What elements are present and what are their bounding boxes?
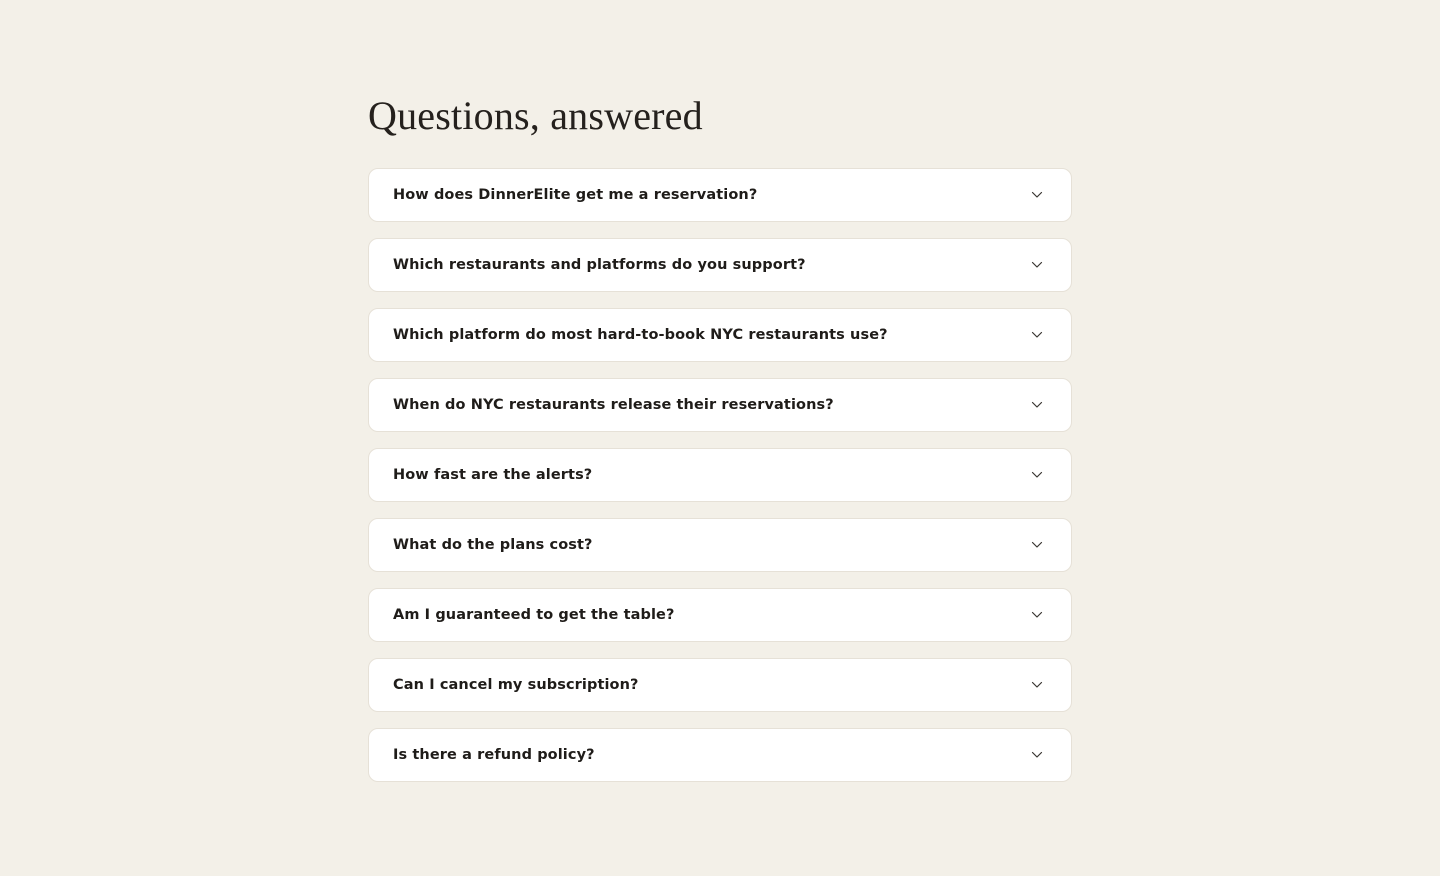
chevron-down-icon xyxy=(1029,677,1045,693)
chevron-down-icon xyxy=(1029,257,1045,273)
faq-item[interactable] xyxy=(368,448,1072,502)
chevron-down-icon xyxy=(1029,537,1045,553)
faq-question: When do NYC restaurants release their reservations? xyxy=(393,397,834,413)
faq-item[interactable] xyxy=(368,238,1072,292)
faq-question: Is there a refund policy? xyxy=(393,747,595,763)
faq-item[interactable] xyxy=(368,658,1072,712)
faq-item[interactable] xyxy=(368,518,1072,572)
faq-question: How fast are the alerts? xyxy=(393,467,593,483)
chevron-down-icon xyxy=(1029,747,1045,763)
faq-section xyxy=(368,92,1072,782)
faq-item[interactable] xyxy=(368,168,1072,222)
faq-item[interactable] xyxy=(368,588,1072,642)
faq-item[interactable] xyxy=(368,728,1072,782)
chevron-down-icon xyxy=(1029,327,1045,343)
chevron-down-icon xyxy=(1029,467,1045,483)
faq-question: Which platform do most hard-to-book NYC restaurants use? xyxy=(393,327,888,343)
faq-list xyxy=(368,168,1072,782)
faq-question: How does DinnerElite get me a reservation? xyxy=(393,187,758,203)
chevron-down-icon xyxy=(1029,187,1045,203)
faq-question: Am I guaranteed to get the table? xyxy=(393,607,675,623)
faq-question: Can I cancel my subscription? xyxy=(393,677,639,693)
faq-item[interactable] xyxy=(368,308,1072,362)
faq-title: Questions, answered xyxy=(368,93,703,138)
chevron-down-icon xyxy=(1029,607,1045,623)
chevron-down-icon xyxy=(1029,397,1045,413)
faq-question: Which restaurants and platforms do you support? xyxy=(393,257,806,273)
faq-item[interactable] xyxy=(368,378,1072,432)
faq-question: What do the plans cost? xyxy=(393,537,593,553)
